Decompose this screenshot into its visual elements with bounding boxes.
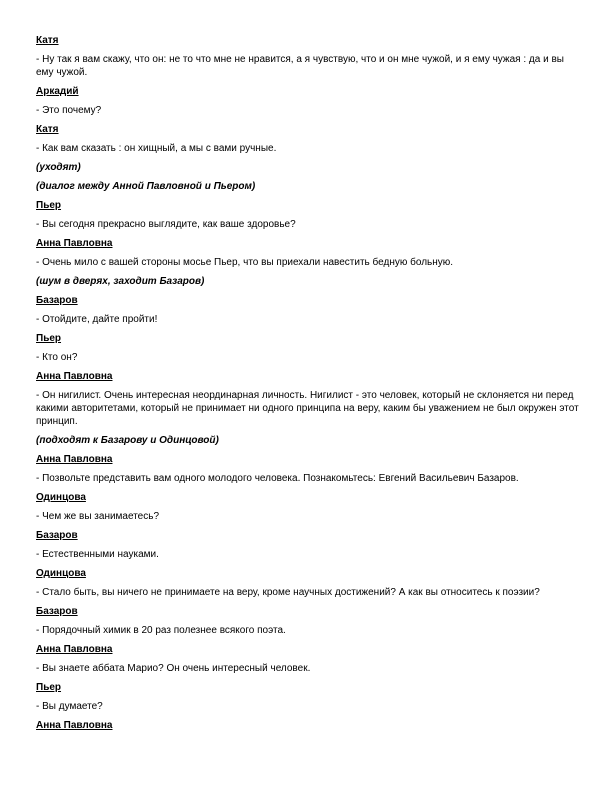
speaker-name: Одинцова bbox=[36, 568, 86, 579]
dialogue-line: - Порядочный химик в 20 раз полезнее всякого поэта. bbox=[36, 625, 286, 636]
speaker-name: Катя bbox=[36, 35, 59, 46]
stage-direction: (уходят) bbox=[36, 162, 81, 173]
dialogue-line: - Вы сегодня прекрасно выглядите, как ваше здоровье? bbox=[36, 219, 296, 230]
stage-direction: (шум в дверях, заходит Базаров) bbox=[36, 276, 205, 287]
dialogue-line: - Это почему? bbox=[36, 105, 102, 116]
speaker-name: Базаров bbox=[36, 295, 78, 306]
dialogue-line: - Чем же вы занимаетесь? bbox=[36, 511, 160, 522]
dialogue-line: - Естественными науками. bbox=[36, 549, 159, 560]
speaker-name: Анна Павловна bbox=[36, 644, 113, 655]
speaker-name: Пьер bbox=[36, 682, 62, 693]
dialogue-line: - Вы думаете? bbox=[36, 701, 103, 712]
document-page bbox=[36, 34, 584, 738]
dialogue-line: - Позвольте представить вам одного молодого человека. Познакомьтесь: Евгений Васильевич Базаров. bbox=[36, 473, 519, 484]
speaker-name: Одинцова bbox=[36, 492, 86, 503]
speaker-name: Анна Павловна bbox=[36, 720, 113, 731]
dialogue-line: - Кто он? bbox=[36, 352, 78, 363]
speaker-name: Базаров bbox=[36, 530, 78, 541]
speaker-name: Анна Павловна bbox=[36, 238, 113, 249]
dialogue-line: - Стало быть, вы ничего не принимаете на веру, кроме научных достижений? А как вы относитесь к поэзии? bbox=[36, 587, 540, 598]
stage-direction: (подходят к Базарову и Одинцовой) bbox=[36, 435, 219, 446]
dialogue-line: - Отойдите, дайте пройти! bbox=[36, 314, 158, 325]
speaker-name: Пьер bbox=[36, 333, 62, 344]
speaker-name: Катя bbox=[36, 124, 59, 135]
speaker-name: Пьер bbox=[36, 200, 62, 211]
dialogue-line: - Ну так я вам скажу, что он: не то что мне не нравится, а я чувствую, что и он мне чужой, и я ему чужая : да и вы ему чужой. bbox=[36, 54, 564, 78]
dialogue-line: - Он нигилист. Очень интересная неординарная личность. Нигилист - это человек, который не склоняется ни перед какими авторитетами, который не принимает ни одного принципа на веру, каким бы уважением не был окружен этот принцип. bbox=[36, 390, 579, 427]
dialogue-line: - Как вам сказать : он хищный, а мы с вами ручные. bbox=[36, 143, 277, 154]
speaker-name: Анна Павловна bbox=[36, 371, 113, 382]
dialogue-line: - Вы знаете аббата Марио? Он очень интересный человек. bbox=[36, 663, 311, 674]
speaker-name: Аркадий bbox=[36, 86, 79, 97]
speaker-name: Анна Павловна bbox=[36, 454, 113, 465]
dialogue-line: - Очень мило с вашей стороны мосье Пьер, что вы приехали навестить бедную больную. bbox=[36, 257, 454, 268]
speaker-name: Базаров bbox=[36, 606, 78, 617]
stage-direction: (диалог между Анной Павловной и Пьером) bbox=[36, 181, 256, 192]
